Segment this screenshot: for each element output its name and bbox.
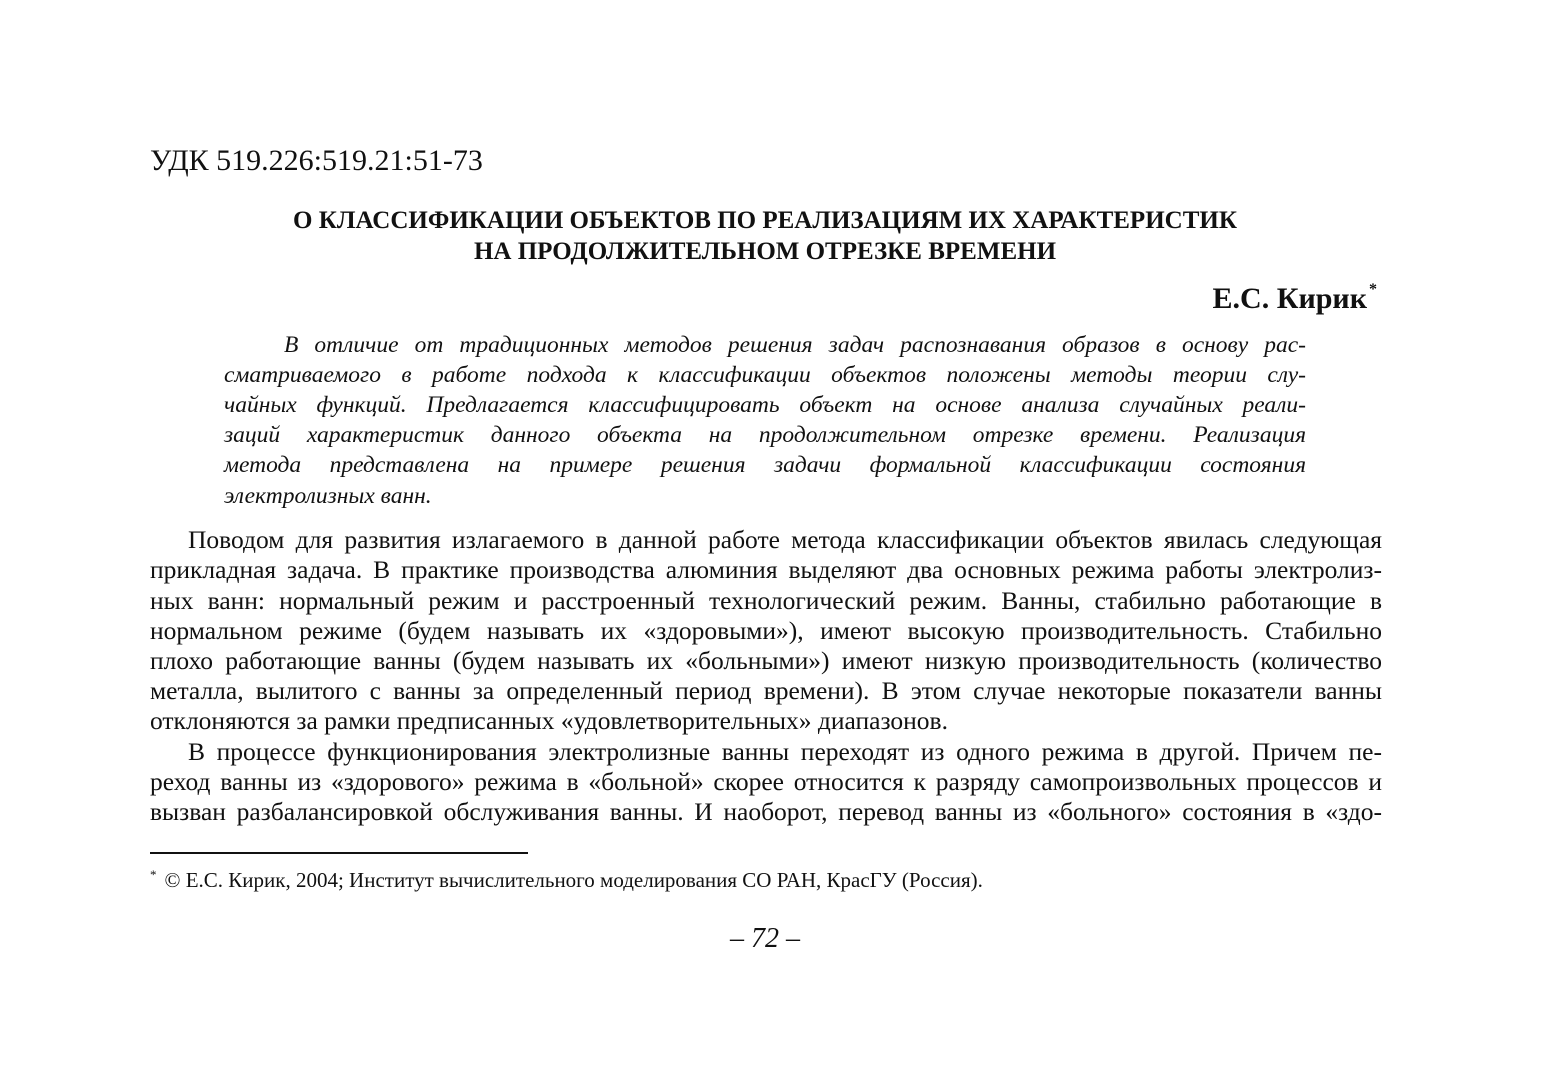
article-title-line-2: НА ПРОДОЛЖИТЕЛЬНОМ ОТРЕЗКЕ ВРЕМЕНИ: [473, 238, 1057, 265]
body-line: ных ванн: нормальный режим и расстроенный технологический режим. Ванны, стабильно работающие в: [150, 586, 1382, 615]
abstract-line: В отличие от традиционных методов решения задач распознавания образов в основу рас-: [284, 332, 1306, 358]
author: [1213, 282, 1377, 314]
abstract-line: сматриваемого в работе подхода к классификации объектов положены методы теории слу-: [224, 362, 1306, 388]
footnote-divider: [150, 852, 528, 854]
body-line: металла, вылитого с ванны за определенный период времени). В этом случае некоторые показатели ванны: [150, 676, 1382, 705]
abstract-line: метода представлена на примере решения задачи формальной классификации состояния: [224, 452, 1306, 478]
body-line: вызван разбалансировкой обслуживания ванны. И наоборот, перевод ванны из «больного» состояния в «здо-: [150, 797, 1382, 826]
footnote-mark: *: [150, 867, 157, 882]
body-line: прикладная задача. В практике производства алюминия выделяют два основных режима работы электролиз-: [150, 555, 1382, 584]
body-line: В процессе функционирования электролизные ванны переходят из одного режима в другой. Причем пе-: [188, 737, 1382, 766]
footnote-text: © Е.С. Кирик, 2004; Институт вычислительного моделирования СО РАН, КрасГУ (Россия).: [164, 868, 983, 892]
author-name: Е.С. Кирик: [1212, 282, 1367, 315]
page-number: – 72 –: [730, 923, 800, 954]
body-line: отклоняются за рамки предписанных «удовлетворительных» диапазонов.: [150, 706, 948, 735]
abstract-line: чайных функций. Предлагается классифицировать объект на основе анализа случайных реали-: [224, 392, 1306, 418]
udc-code: УДК 519.226:519.21:51-73: [150, 144, 483, 177]
body-line: нормальном режиме (будем называть их «здоровыми»), имеют высокую производительность. Стабильно: [150, 616, 1382, 645]
footnote: [150, 868, 983, 891]
abstract-line: электролизных ванн.: [224, 483, 432, 509]
abstract-line: заций характеристик данного объекта на продолжительном отрезке времени. Реализация: [224, 422, 1306, 448]
author-footnote-mark: *: [1369, 281, 1377, 298]
body-line: плохо работающие ванны (будем называть их «больными») имеют низкую производительность (количество: [150, 646, 1382, 675]
article-title-line-1: О КЛАССИФИКАЦИИ ОБЪЕКТОВ ПО РЕАЛИЗАЦИЯМ ИХ ХАРАКТЕРИСТИК: [293, 207, 1237, 234]
body-line: Поводом для развития излагаемого в данной работе метода классификации объектов явилась следующая: [188, 525, 1382, 554]
body-line: реход ванны из «здорового» режима в «больной» скорее относится к разряду самопроизвольных процессов и: [150, 767, 1382, 796]
